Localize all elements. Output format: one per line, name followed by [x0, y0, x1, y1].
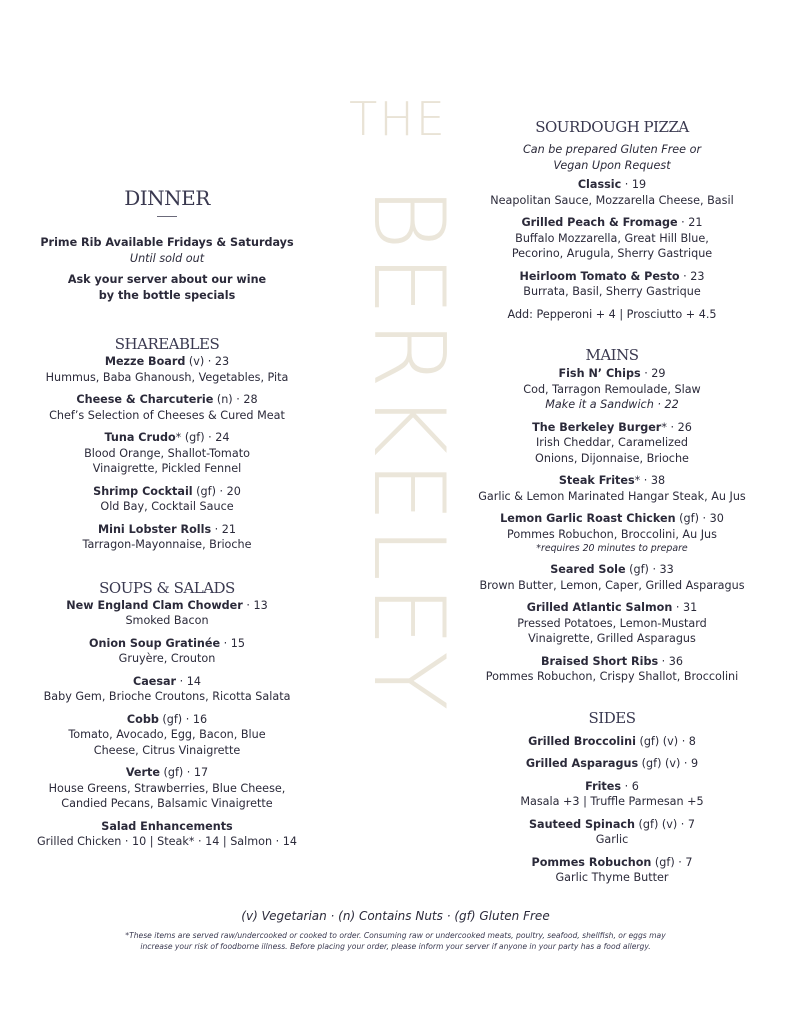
menu-item-description: Pressed Potatoes, Lemon-Mustard — [517, 616, 707, 630]
menu-item-title — [462, 734, 762, 750]
menu-item — [462, 734, 762, 750]
menu-item-description: Gruyère, Crouton — [118, 652, 216, 665]
menu-item-title — [462, 177, 762, 193]
menu-item-price: · 13 — [242, 598, 268, 612]
menu-item-price: (gf) · 33 — [625, 563, 674, 576]
menu-item-title — [462, 855, 762, 871]
menu-item-description: Tomato, Avocado, Egg, Bacon, Blue — [68, 728, 266, 741]
dinner-title: DINNER — [124, 186, 210, 210]
disclaimer-line1: *These items are served raw/undercooked or cooked to order. Consuming raw or undercooked meats, poultry, seafood, shellfish, or eggs may — [125, 931, 666, 940]
menu-item-name: Onion Soup Gratinée — [89, 636, 221, 650]
menu-item-description: Garlic — [595, 833, 629, 846]
menu-item-title — [22, 598, 312, 614]
menu-item-price: (gf) · 17 — [159, 766, 209, 779]
menu-item — [22, 819, 312, 850]
menu-item-title — [462, 817, 762, 833]
menu-item-description: Irish Cheddar, Caramelized — [535, 436, 688, 449]
menu-item-price: (gf) · 16 — [158, 712, 208, 726]
prime-rib-note: Prime Rib Available Fridays & Saturdays — [40, 236, 294, 249]
menu-item — [462, 654, 762, 685]
menu-item-description: Pommes Robuchon, Broccolini, Au Jus — [507, 527, 717, 541]
menu-item — [462, 600, 762, 647]
menu-item-title — [22, 674, 312, 690]
menu-item-description: Buffalo Mozzarella, Great Hill Blue, — [515, 231, 709, 245]
menu-item-title — [462, 654, 762, 670]
menu-item-price: · 15 — [220, 636, 245, 650]
wordmark-name: BERKELEY — [351, 186, 465, 715]
menu-item-price: * · 38 — [634, 474, 666, 487]
menu-item-description: House Greens, Strawberries, Blue Cheese, — [48, 781, 286, 795]
menu-item-name: Verte — [125, 766, 160, 779]
title-rule — [157, 216, 177, 217]
menu-item-title — [22, 522, 312, 538]
menu-item-price: · 6 — [621, 779, 639, 793]
left-column — [22, 183, 312, 857]
menu-item-price: (gf) · 20 — [192, 484, 241, 498]
menu-item — [462, 473, 762, 504]
menu-item-description: Hummus, Baba Ghanoush, Vegetables, Pita — [45, 370, 289, 384]
menu-item-description: Burrata, Basil, Sherry Gastrique — [523, 285, 701, 298]
wordmark-the: THE — [349, 92, 447, 146]
menu-item-description: Grilled Chicken · 10 | Steak* · 14 | Salmon · 14 — [36, 835, 298, 848]
menu-item-price: (gf) · 7 — [651, 855, 693, 869]
menu-item-name: Seared Sole — [550, 563, 626, 576]
pizza-title: SOURDOUGH PIZZA — [535, 118, 689, 136]
menu-item-name: Grilled Broccolini — [528, 734, 636, 748]
menu-item-title — [22, 636, 312, 652]
menu-item-price: · 21 — [211, 522, 237, 536]
menu-item-price: · 23 — [679, 269, 705, 283]
menu-item-price: · 36 — [658, 654, 684, 668]
menu-item-price: · 19 — [621, 178, 647, 191]
menu-item-name: Grilled Asparagus — [525, 757, 639, 770]
menu-item-name: Sauteed Spinach — [528, 817, 635, 831]
brand-wordmark — [335, 94, 465, 874]
menu-item-description: Old Bay, Cocktail Sauce — [100, 500, 234, 513]
pizza-addons: Add: Pepperoni + 4 | Prosciutto + 4.5 — [507, 307, 717, 321]
menu-item-name: Lemon Garlic Roast Chicken — [500, 512, 676, 525]
menu-item-name: Mini Lobster Rolls — [97, 522, 212, 536]
shareables-title: SHAREABLES — [114, 335, 220, 353]
menu-item-name: Cheese & Charcuterie — [76, 393, 214, 406]
menu-item-description: Masala +3 | Truffle Parmesan +5 — [520, 795, 704, 808]
menu-item-description: Garlic Thyme Butter — [555, 871, 669, 884]
menu-item-price: * · 26 — [661, 420, 692, 434]
menu-item — [22, 636, 312, 667]
menu-item-description: Garlic & Lemon Marinated Hangar Steak, Au Jus — [478, 489, 746, 503]
menu-item-name: Fish N’ Chips — [558, 367, 641, 380]
menu-item-title — [22, 484, 312, 500]
menu-item-description: Pecorino, Arugula, Sherry Gastrique — [511, 247, 713, 260]
menu-item-description: Blood Orange, Shallot-Tomato — [84, 446, 250, 460]
menu-item-name: Grilled Atlantic Salmon — [526, 601, 673, 614]
menu-item — [22, 430, 312, 477]
menu-item-title — [462, 269, 762, 285]
menu-item-name: Caesar — [133, 674, 177, 688]
menu-item — [22, 765, 312, 812]
menu-item-description: Pommes Robuchon, Crispy Shallot, Broccolini — [485, 670, 739, 683]
menu-item-title — [462, 473, 762, 489]
menu-item-name: Heirloom Tomato & Pesto — [519, 269, 680, 283]
menu-item-title — [462, 420, 762, 436]
menu-item-name: Salad Enhancements — [101, 819, 233, 833]
menu-item-name: The Berkeley Burger — [532, 420, 662, 434]
disclaimer-line2: increase your risk of foodborne illness. Before placing your order, please inform your server if anyone in your party has a food allergy. — [140, 941, 651, 951]
menu-item — [462, 756, 762, 772]
right-column — [462, 116, 762, 893]
menu-item — [22, 392, 312, 423]
menu-item-price: (gf) (v) · 7 — [634, 817, 696, 831]
soups-title: SOUPS & SALADS — [99, 578, 235, 597]
menu-item — [22, 522, 312, 553]
menu-item-title — [462, 600, 762, 616]
menu-item-name: Cobb — [126, 712, 159, 726]
menu-item-description: Vinaigrette, Pickled Fennel — [92, 462, 242, 475]
menu-item-description: Tarragon-Mayonnaise, Brioche — [82, 538, 252, 551]
menu-item-price: (gf) (v) · 8 — [635, 734, 696, 748]
menu-item-title — [462, 511, 762, 527]
menu-item-title — [462, 779, 762, 795]
mains-list — [462, 366, 762, 685]
wine-note-line1: Ask your server about our wine — [67, 273, 267, 286]
menu-item-description: Chef’s Selection of Cheeses & Cured Meat — [49, 408, 285, 422]
menu-item — [462, 511, 762, 555]
menu-item-description: Neapolitan Sauce, Mozzarella Cheese, Basil — [490, 193, 734, 207]
menu-item-price: (n) · 28 — [213, 393, 258, 406]
menu-item-price: · 14 — [176, 674, 201, 688]
menu-item-name: New England Clam Chowder — [66, 598, 243, 612]
menu-item — [22, 674, 312, 705]
menu-item-name: Classic — [577, 178, 622, 191]
menu-item-price: * (gf) · 24 — [175, 431, 230, 444]
menu-item-title — [22, 819, 312, 835]
menu-item-description: Onions, Dijonnaise, Brioche — [535, 451, 689, 465]
menu-item-description: Vinaigrette, Grilled Asparagus — [528, 632, 696, 645]
menu-item-name: Steak Frites — [558, 474, 635, 487]
menu-item — [462, 855, 762, 886]
menu-item-title — [22, 354, 312, 370]
menu-item — [462, 779, 762, 810]
menu-item-title — [22, 765, 312, 781]
menu-item — [462, 366, 762, 413]
dietary-legend: (v) Vegetarian · (n) Contains Nuts · (gf) Gluten Free — [241, 909, 550, 923]
menu-item — [462, 177, 762, 208]
menu-item-note: *requires 20 minutes to prepare — [536, 543, 688, 554]
sides-title: SIDES — [588, 708, 636, 727]
mains-title: MAINS — [585, 346, 639, 364]
menu-item — [462, 215, 762, 262]
menu-item-title — [22, 712, 312, 728]
menu-item — [462, 817, 762, 848]
menu-item-price: (v) · 23 — [185, 355, 230, 368]
pizza-list — [462, 177, 762, 300]
menu-item — [22, 598, 312, 629]
sides-list — [462, 734, 762, 886]
menu-item-description: Cheese, Citrus Vinaigrette — [93, 743, 241, 757]
menu-item-description: Cod, Tarragon Remoulade, Slaw — [523, 382, 701, 396]
menu-item-name: Tuna Crudo — [104, 431, 176, 444]
menu-item — [462, 562, 762, 593]
menu-item-title — [462, 215, 762, 231]
menu-item-name: Mezze Board — [104, 355, 186, 368]
shareables-list — [22, 354, 312, 553]
menu-item-name: Frites — [585, 779, 622, 793]
menu-item-title — [22, 430, 312, 446]
menu-item-description: Baby Gem, Brioche Croutons, Ricotta Salata — [43, 690, 291, 703]
soups-list — [22, 598, 312, 850]
prime-rib-subnote: Until sold out — [129, 251, 205, 265]
menu-item — [22, 484, 312, 515]
menu-item-description: Smoked Bacon — [125, 614, 209, 627]
menu-item-name: Grilled Peach & Fromage — [521, 216, 678, 229]
food-safety-disclaimer — [0, 931, 791, 952]
menu-item-price: · 29 — [640, 367, 666, 380]
menu-item-name: Braised Short Ribs — [540, 654, 659, 668]
menu-item-price: (gf) · 30 — [675, 512, 724, 525]
menu-item-option: Make it a Sandwich · 22 — [545, 398, 679, 411]
pizza-note-2: Vegan Upon Request — [553, 158, 671, 172]
menu-item — [22, 354, 312, 385]
menu-item — [22, 712, 312, 759]
menu-item-title — [462, 366, 762, 382]
pizza-note-1: Can be prepared Gluten Free or — [522, 143, 702, 156]
menu-item-price: (gf) (v) · 9 — [638, 757, 699, 770]
menu-item-title — [22, 392, 312, 408]
menu-item-title — [462, 562, 762, 578]
menu-item-title — [462, 756, 762, 772]
menu-item — [462, 420, 762, 467]
menu-item-price: · 21 — [677, 216, 703, 229]
menu-item-price: · 31 — [672, 601, 698, 614]
menu-item-description: Brown Butter, Lemon, Caper, Grilled Asparagus — [479, 578, 745, 592]
wine-note-line2: by the bottle specials — [98, 288, 236, 302]
menu-item-name: Pommes Robuchon — [531, 855, 652, 869]
menu-item — [462, 269, 762, 300]
menu-item-name: Shrimp Cocktail — [93, 484, 193, 498]
menu-item-description: Candied Pecans, Balsamic Vinaigrette — [61, 797, 273, 810]
